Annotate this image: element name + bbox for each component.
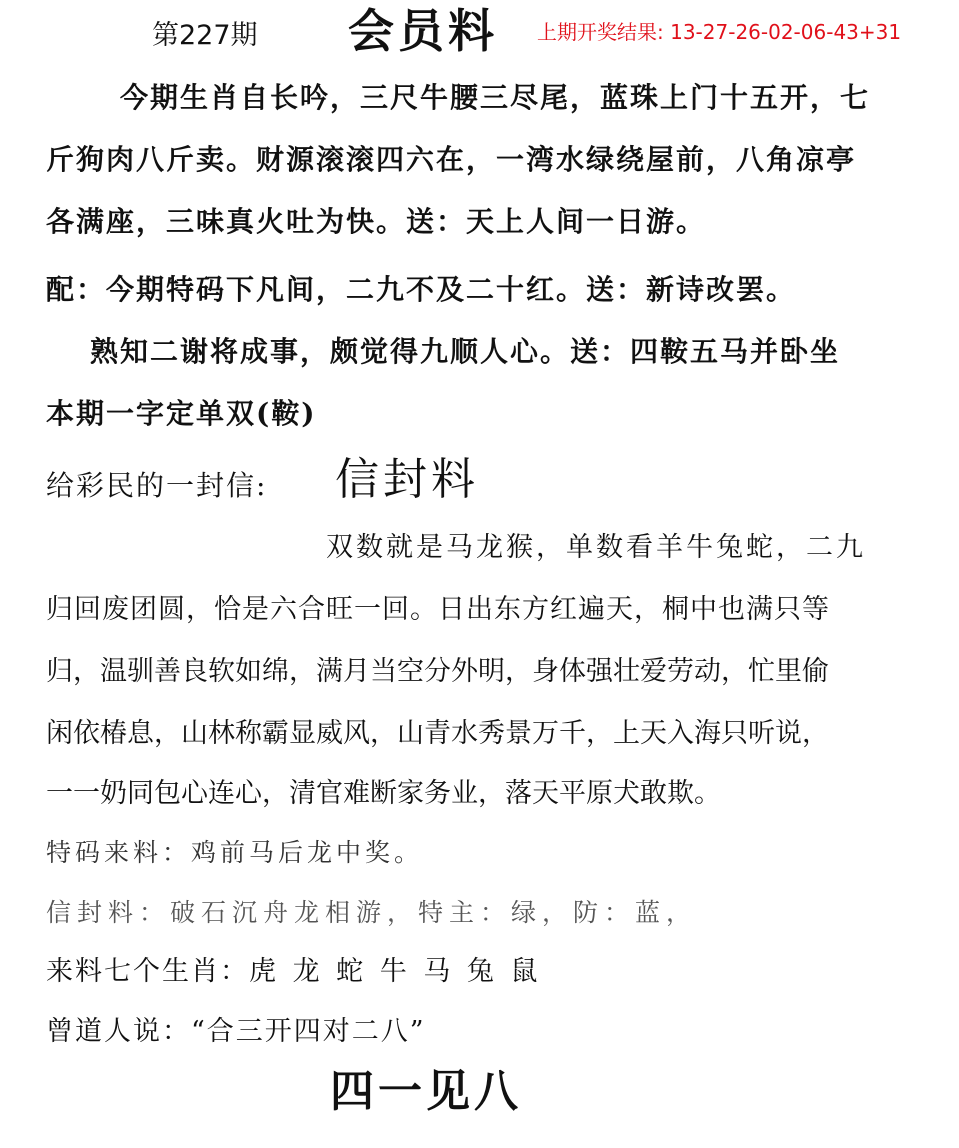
letter-label: 给彩民的一封信: (46, 469, 268, 502)
letter-line: 归，温驯善良软如绵，满月当空分外明，身体强壮爱劳动，忙里偷 (46, 656, 829, 687)
last-result (537, 22, 901, 42)
seven-zodiac-label: 来料七个生肖： (46, 956, 249, 987)
poem-line: 斤狗肉八斤卖。财源滚滚四六在，一湾水绿绕屋前，八角凉亭 (46, 143, 857, 176)
single-word-line: 本期一字定单双(鞍) (46, 397, 317, 430)
letter-line: 归回废团圆，恰是六合旺一回。日出东方红遍天，桐中也满只等 (46, 594, 830, 625)
letter-line: 一一奶同包心连心，清官难断家务业，落天平原犬敢欺。 (46, 778, 721, 809)
xinfeng-line: 信封料：破石沉舟龙相游，特主：绿，防：蓝， (46, 898, 698, 927)
tema-line: 特码来料：鸡前马后龙中奖。 (46, 838, 424, 867)
seven-zodiac-items: 虎 龙 蛇 牛 马 兔 鼠 (249, 956, 542, 987)
poem-line: 今期生肖自长吟，三尺牛腰三尽尾，蓝珠上门十五开，七 (120, 81, 871, 114)
last-result-label: 上期开奖结果: (537, 20, 664, 44)
letter-title: 信封料 (335, 454, 479, 505)
page-title: 会员料 (348, 4, 498, 58)
zeng-line: 曾道人说：“合三开四对二八” (46, 1016, 426, 1047)
footer-phrase: 四一见八 (330, 1066, 522, 1117)
poem-line: 各满座，三味真火吐为快。送：天上人间一日游。 (46, 205, 707, 238)
letter-line: 闲依椿息，山林称霸显威风，山青水秀景万千，上天入海只听说， (46, 718, 829, 749)
issue-number: 第227期 (152, 20, 258, 51)
seven-zodiac-line (46, 958, 542, 985)
letter-line: 双数就是马龙猴，单数看羊牛兔蛇，二九 (326, 532, 866, 563)
shuzhi-line: 熟知二谢将成事，颇觉得九顺人心。送：四鞍五马并卧坐 (90, 335, 841, 368)
pei-line: 配：今期特码下凡间，二九不及二十红。送：新诗改罢。 (46, 273, 797, 306)
last-result-value: 13-27-26-02-06-43+31 (670, 20, 902, 44)
